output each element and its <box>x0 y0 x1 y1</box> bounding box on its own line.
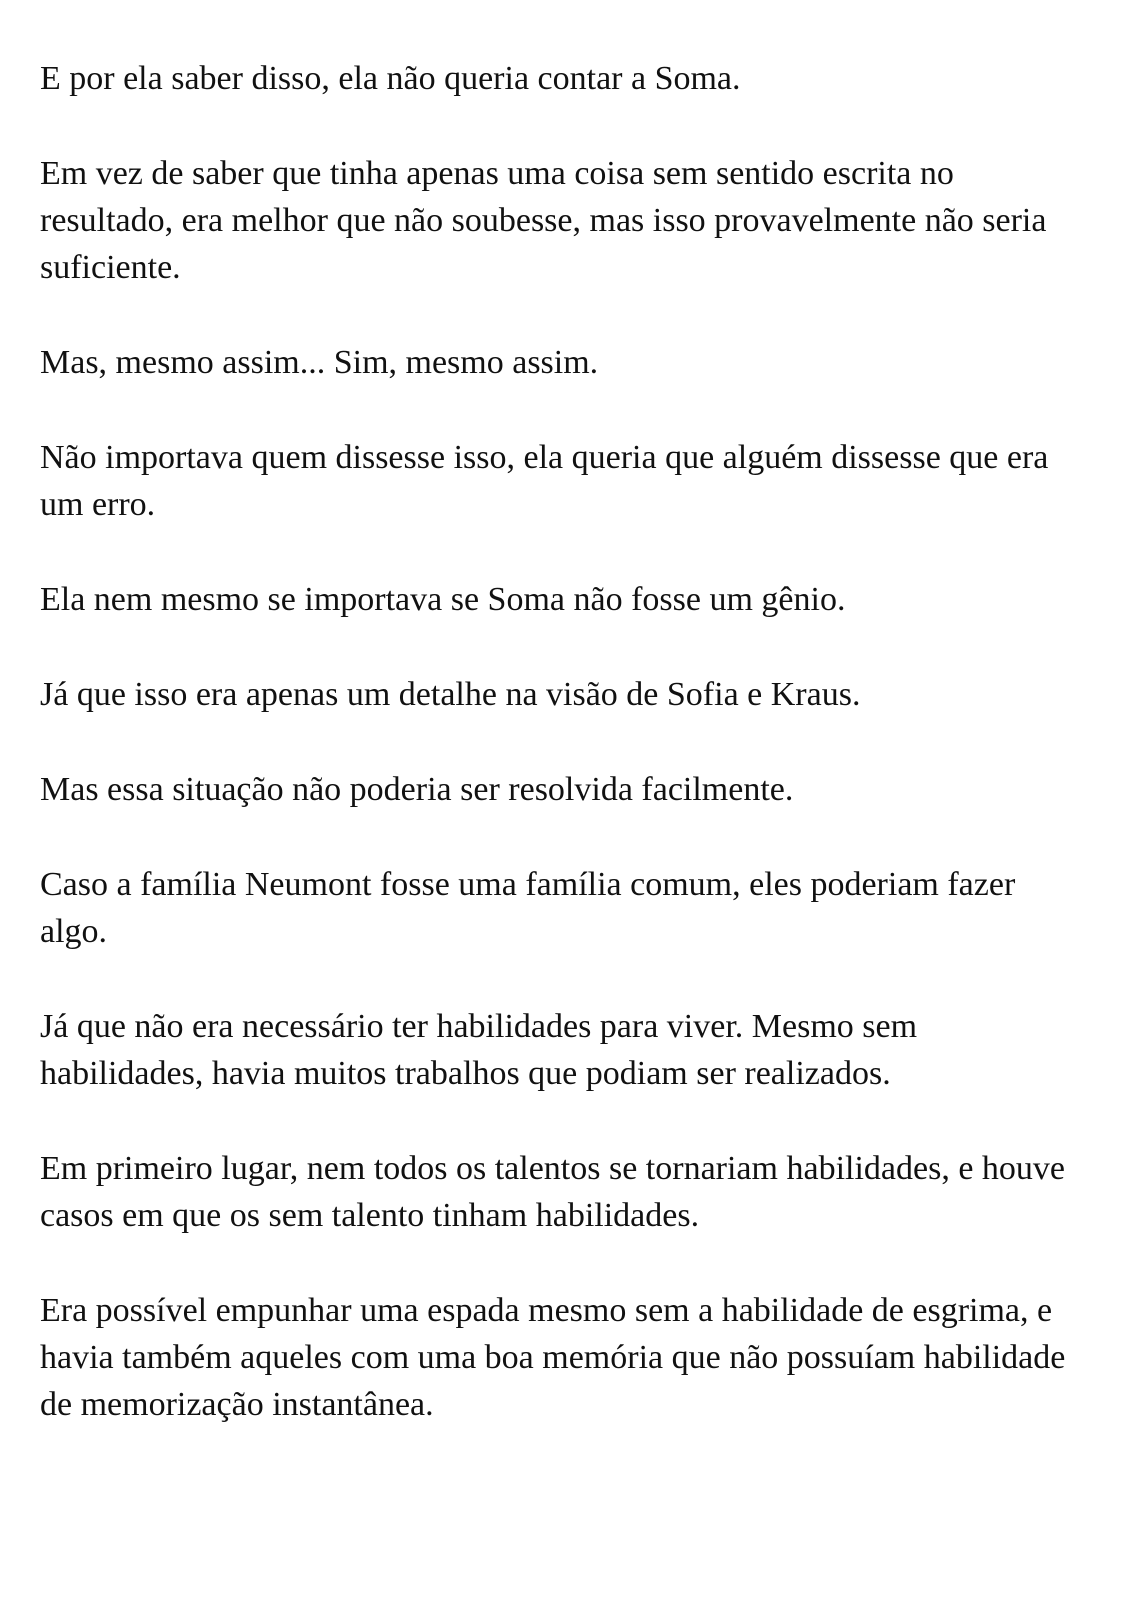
paragraph-2: Em vez de saber que tinha apenas uma coisa sem sentido escrita no resultado, era melhor que não soubesse, mas isso provavelmente não seria suficiente. <box>40 155 1047 286</box>
paragraph-9: Já que não era necessário ter habilidades para viver. Mesmo sem habilidades, havia muitos trabalhos que podiam ser realizados. <box>40 1008 918 1092</box>
paragraph-11: Era possível empunhar uma espada mesmo sem a habilidade de esgrima, e havia também aqueles com uma boa memória que não possuíam habilidade de memorização instantânea. <box>40 1292 1066 1423</box>
paragraph-1: E por ela saber disso, ela não queria contar a Soma. <box>40 60 741 97</box>
paragraph-4: Não importava quem dissesse isso, ela queria que alguém dissesse que era um erro. <box>40 439 1049 523</box>
paragraph-7: Mas essa situação não poderia ser resolvida facilmente. <box>40 771 794 808</box>
paragraph-8: Caso a família Neumont fosse uma família comum, eles poderiam fazer algo. <box>40 866 1016 950</box>
paragraph-10: Em primeiro lugar, nem todos os talentos se tornariam habilidades, e houve casos em que os sem talento tinham habilidades. <box>40 1150 1065 1234</box>
paragraph-6: Já que isso era apenas um detalhe na visão de Sofia e Kraus. <box>40 676 861 713</box>
document-page <box>40 55 1085 1476</box>
paragraph-3: Mas, mesmo assim... Sim, mesmo assim. <box>40 344 599 381</box>
paragraph-5: Ela nem mesmo se importava se Soma não fosse um gênio. <box>40 581 846 618</box>
